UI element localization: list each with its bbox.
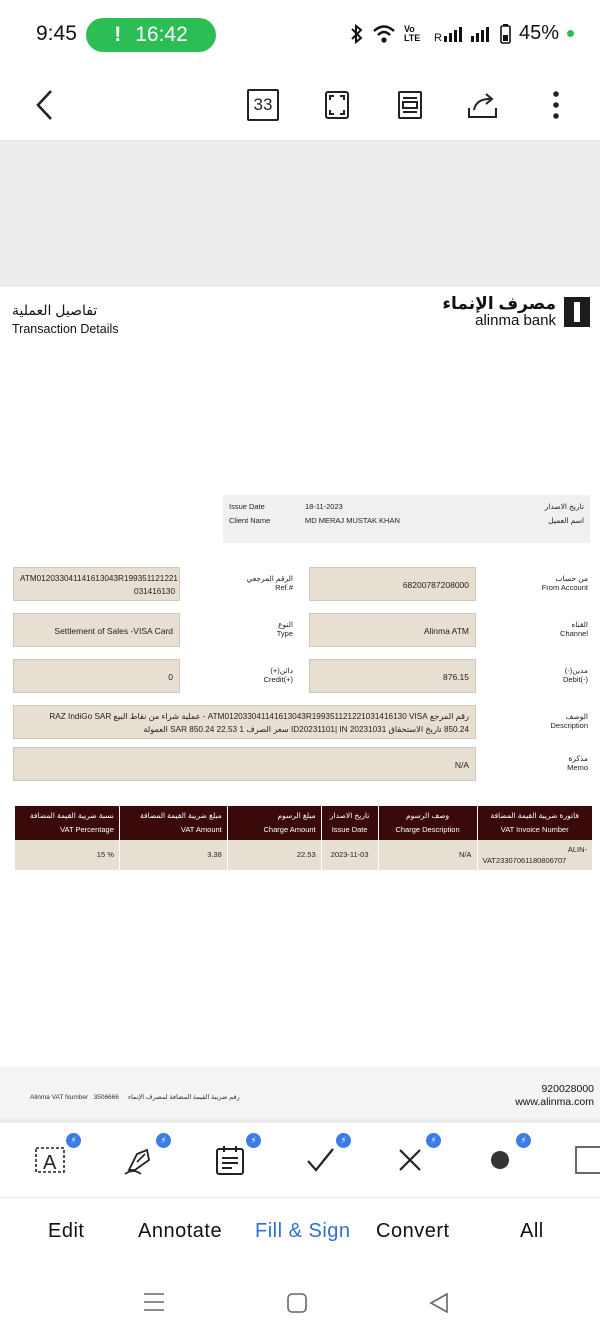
website: www.alinma.com	[515, 1096, 594, 1109]
tab-edit[interactable]: Edit	[48, 1220, 85, 1242]
share-icon	[466, 90, 500, 120]
channel-label: القناه Channel	[560, 620, 588, 638]
check-icon	[305, 1145, 335, 1175]
pdf-page[interactable]	[0, 287, 600, 1119]
from-account-field	[309, 567, 476, 601]
back-triangle-icon	[428, 1292, 450, 1314]
header-issue-date: تاريخ الاصدار Issue Date	[321, 806, 378, 840]
tab-fill-sign[interactable]: Fill & Sign	[255, 1220, 351, 1242]
call-timer-pill[interactable]	[86, 18, 216, 52]
header-vat-percentage: نسبة ضريبة القيمة المضافة VAT Percentage	[15, 806, 120, 840]
mode-tabs	[0, 1198, 600, 1266]
fit-page-button[interactable]	[320, 84, 354, 126]
channel-field	[309, 613, 476, 647]
vat-number-label: Alinma VAT Number	[30, 1094, 89, 1101]
table-row	[15, 840, 593, 870]
type-value: Settlement of Sales -VISA Card	[54, 626, 173, 636]
premium-badge-icon: ⚡	[246, 1133, 261, 1148]
dot-button[interactable]	[477, 1135, 527, 1183]
bluetooth-icon	[350, 24, 364, 44]
tab-convert[interactable]: Convert	[376, 1220, 450, 1242]
status-dot-icon	[567, 30, 574, 37]
status-time: 9:45	[36, 22, 77, 45]
credit-label: دائن(+) Credit(+)	[263, 666, 293, 684]
ref-label: الرقم المرجعي Ref.#	[246, 574, 293, 592]
alinma-logo-icon	[564, 297, 590, 327]
client-name-value: MD MERAJ MUSTAK KHAN	[305, 516, 400, 525]
text-box-icon	[34, 1144, 66, 1176]
wifi-icon	[372, 24, 396, 44]
issue-date-label: Issue Date	[229, 502, 265, 511]
dot-icon	[490, 1150, 510, 1170]
bank-logo	[442, 295, 590, 329]
rectangle-button[interactable]	[566, 1137, 600, 1183]
debit-field	[309, 659, 476, 693]
channel-value: Alinma ATM	[423, 626, 469, 636]
home-square-icon	[286, 1292, 308, 1314]
premium-badge-icon: ⚡	[66, 1133, 81, 1148]
page-footer	[0, 1067, 600, 1119]
from-account-label: من حساب From Account	[541, 574, 588, 592]
memo-value: N/A	[454, 760, 469, 770]
vat-table-header	[15, 806, 593, 840]
top-toolbar	[0, 70, 600, 141]
battery-icon	[500, 24, 511, 44]
home-button[interactable]	[286, 1292, 308, 1319]
vat-invoice-cell: ALIN- VAT23307061180806707	[477, 840, 592, 870]
premium-badge-icon: ⚡	[516, 1133, 531, 1148]
vat-number-label-ar: رقم ضريبة القيمة المضافة لمصرف الإنماء	[127, 1094, 240, 1101]
fullscreen-icon	[324, 90, 350, 120]
memo-field	[13, 747, 476, 781]
type-label: النوع Type	[276, 620, 293, 638]
client-name-label: Client Name	[229, 516, 271, 525]
vat-table	[14, 806, 592, 870]
premium-badge-icon: ⚡	[426, 1133, 441, 1148]
date-button[interactable]	[207, 1135, 257, 1183]
tab-annotate[interactable]: Annotate	[138, 1220, 223, 1242]
cross-mark-button[interactable]	[387, 1135, 437, 1183]
svg-text:A: A	[43, 1152, 57, 1174]
check-mark-button[interactable]	[297, 1135, 347, 1183]
premium-badge-icon: ⚡	[336, 1133, 351, 1148]
pen-icon	[123, 1144, 157, 1176]
svg-text:R: R	[433, 31, 442, 43]
text-box-button[interactable]	[27, 1135, 77, 1183]
contact-block	[515, 1083, 594, 1109]
page-title-arabic: تفاصيل العملية	[12, 302, 98, 318]
premium-badge-icon: ⚡	[156, 1133, 171, 1148]
logo-arabic: مصرف الإنماء	[442, 294, 556, 313]
from-account-value: 68200787208000	[402, 580, 469, 590]
signal-2-icon	[470, 25, 492, 43]
pdf-viewer[interactable]	[0, 141, 600, 1123]
charge-description-cell: N/A	[378, 840, 477, 870]
header-vat-amount: مبلغ ضريبة القيمة المضافة VAT Amount	[119, 806, 227, 840]
debit-label: مدين(-) Debit(-)	[562, 666, 588, 684]
more-options-button[interactable]	[546, 84, 566, 126]
battery-percent: 45%	[518, 22, 559, 44]
charge-amount-cell: 22.53	[227, 840, 321, 870]
credit-field	[13, 659, 180, 693]
client-info-box	[223, 495, 590, 543]
menu-lines-icon	[142, 1290, 166, 1314]
status-bar	[0, 0, 600, 70]
description-label: الوصف Description	[550, 712, 588, 730]
more-vert-icon	[552, 90, 560, 120]
vat-number-line	[30, 1093, 240, 1101]
cross-icon	[396, 1146, 424, 1174]
tab-all[interactable]: All	[520, 1220, 544, 1242]
back-button[interactable]	[28, 84, 62, 126]
rectangle-icon	[566, 1145, 600, 1175]
description-line1: رقم المرجع ATM012033041141613043R199351121221031416130 VISA - عملية شراء من نقاط البيع RAZ IndiGo SAR	[49, 712, 469, 721]
logo-english: alinma bank	[475, 311, 556, 329]
header-charge-amount: مبلغ الرسوم Charge Amount	[227, 806, 321, 840]
issue-date-label-ar: تاريخ الاصدار	[544, 502, 584, 511]
memo-label: مذكرة Memo	[567, 754, 588, 772]
system-nav-bar	[0, 1266, 600, 1340]
phone-number: 920028000	[541, 1083, 594, 1095]
description-line2: 850.24 تاريخ الاستحقاق ID20231101| IN 20231031 سعر الصرف 1 22.53 SAR 850.24 العمولة	[143, 725, 469, 734]
vat-number: 3506666	[93, 1094, 119, 1101]
document-view-icon	[397, 90, 423, 120]
vat-amount-cell: 3.38	[119, 840, 227, 870]
volte-label: Vo LTE	[403, 23, 421, 43]
page-title: Transaction Details	[12, 322, 119, 336]
page-number-button[interactable]	[246, 84, 280, 126]
share-button[interactable]	[466, 84, 500, 126]
back-arrow-icon	[35, 89, 55, 121]
signature-button[interactable]	[117, 1135, 167, 1183]
calendar-icon	[215, 1144, 245, 1176]
debit-value: 876.15	[443, 672, 469, 682]
page-number: 33	[247, 89, 279, 121]
description-field	[13, 705, 476, 739]
ref-number-line1: ATM012033041141613043R199351121221	[20, 574, 178, 583]
tool-row	[0, 1123, 600, 1198]
header-vat-invoice: فاتورة ضريبة القيمة المضافة VAT Invoice Number	[477, 806, 592, 840]
issue-date-cell: 2023-11-03	[321, 840, 378, 870]
credit-value: 0	[168, 672, 173, 682]
call-timer: 16:42	[135, 23, 188, 46]
issue-date-value: 18-11-2023	[305, 502, 343, 511]
type-field	[13, 613, 180, 647]
ref-number-line2: 031416130	[134, 587, 175, 596]
header-charge-description: وصف الرسوم Charge Description	[378, 806, 477, 840]
reading-mode-button[interactable]	[393, 84, 427, 126]
signal-1-icon	[434, 25, 462, 43]
call-alert-icon: !	[114, 23, 122, 46]
status-icons	[350, 22, 574, 45]
back-nav-button[interactable]	[428, 1292, 450, 1319]
client-name-label-ar: اسم العميل	[548, 516, 584, 525]
ref-number-field	[13, 567, 180, 601]
vat-percentage-cell: 15 %	[15, 840, 120, 870]
recent-apps-button[interactable]	[142, 1290, 166, 1319]
